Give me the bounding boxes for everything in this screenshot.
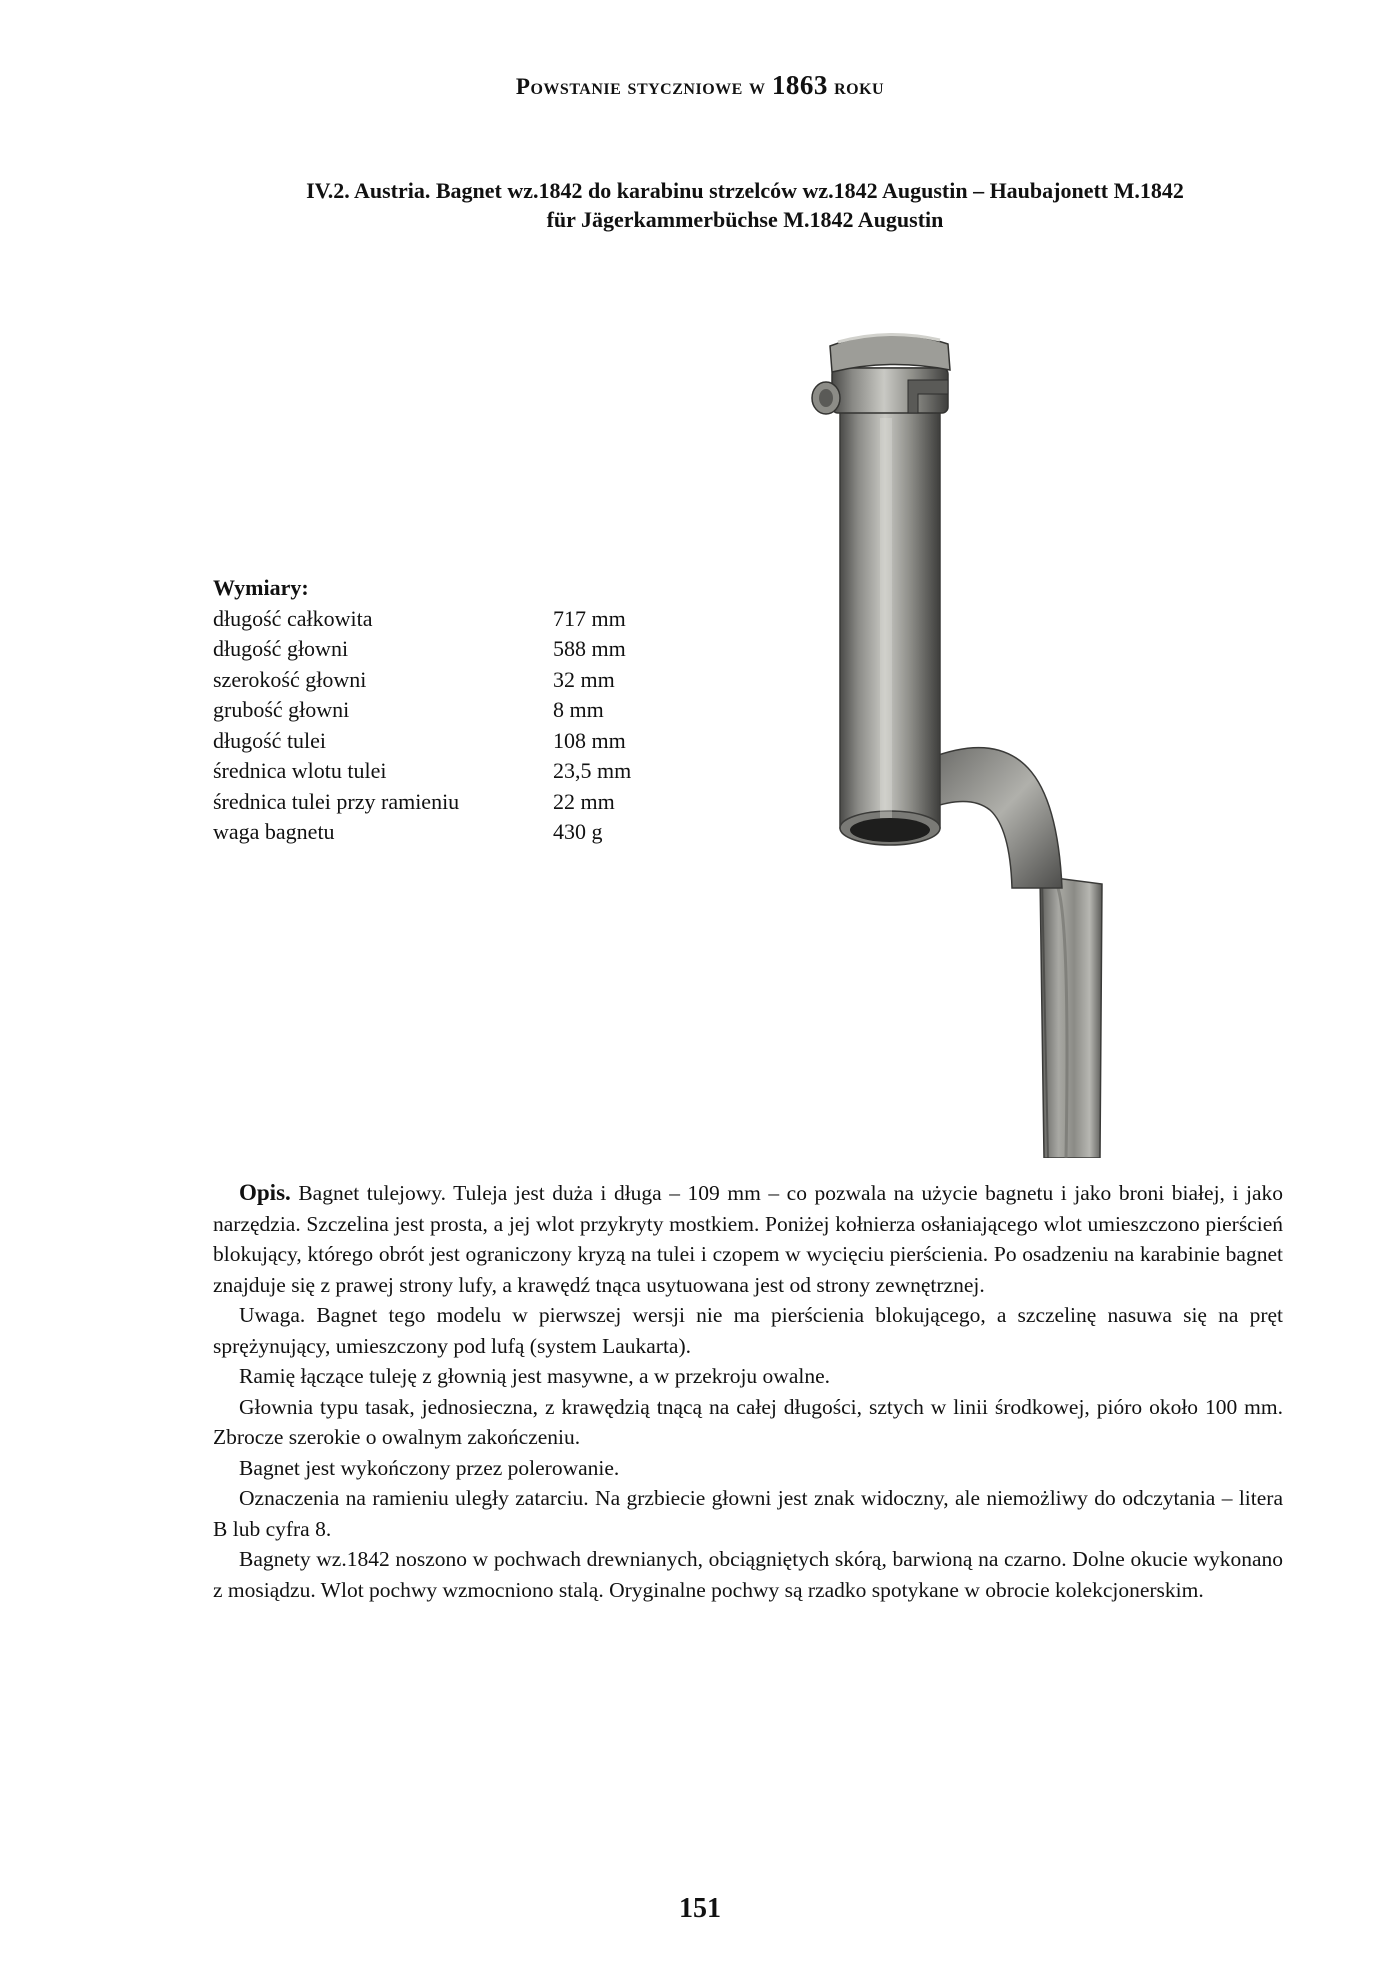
running-header-title: Powstanie styczniowe w	[515, 74, 766, 99]
dimension-label: średnica wlotu tulei	[213, 758, 387, 783]
dimension-label: szerokość głowni	[213, 666, 367, 692]
dimension-value: 23,5 mm	[553, 758, 632, 783]
description-lead: Opis.	[239, 1180, 291, 1205]
dimension-label: średnica tulei przy ramieniu	[213, 788, 460, 814]
dimensions-block	[213, 573, 683, 848]
running-header-end: roku	[834, 74, 885, 99]
dimensions-heading: Wymiary:	[213, 575, 309, 600]
dimension-value: 588 mm	[553, 636, 626, 661]
running-header-year: 1863	[771, 70, 828, 100]
dimension-row	[213, 726, 683, 757]
dimension-value: 8 mm	[553, 697, 604, 722]
section-title-line-2: für Jägerkammerbüchse M.1842 Augustin	[546, 207, 944, 232]
dimension-row	[213, 604, 683, 635]
description-paragraph-text: Bagnet tulejowy. Tuleja jest duża i długa – 109 mm – co pozwala na użycie bagnetu i jako broni białej, i jako narzędzia. Szczelina jest prosta, a jej wlot przykryty mostkiem. Poniżej kołnierza osłaniającego wlot umieszczono pierścień blokujący, którego obrót jest ograniczony kryzą na tulei i czopem w wycięciu pierścienia. Po osadzeniu na karabinie bagnet znajduje się z prawej strony lufy, a krawędź tnąca usytuowana jest od strony zewnętrznej.	[213, 1181, 1284, 1297]
dimension-value: 717 mm	[553, 605, 626, 631]
bayonet-photo	[780, 328, 1120, 1158]
description-text	[213, 1178, 1283, 1605]
description-paragraph: Bagnet jest wykończony przez polerowanie.	[239, 1455, 620, 1480]
section-title-line-1: IV.2. Austria. Bagnet wz.1842 do karabinu strzelców wz.1842 Augustin – Haubajonett M.1842	[306, 178, 1184, 203]
dimension-row	[213, 756, 683, 787]
dimension-label: długość całkowita	[213, 605, 373, 631]
description-paragraph: Bagnety wz.1842 noszono w pochwach drewnianych, obciągniętych skórą, barwioną na czarno. Dolne okucie wykonano z mosiądzu. Wlot pochwy wzmocniono stalą. Oryginalne pochwy są rzadko spotykane w obrocie kolekcjonerskim.	[213, 1547, 1283, 1602]
dimension-row	[213, 787, 683, 818]
section-title	[200, 176, 1290, 234]
page-number: 151	[679, 1893, 721, 1924]
description-paragraph: Głownia typu tasak, jednosieczna, z krawędzią tnącą na całej długości, sztych w linii środkowej, pióro około 100 mm. Zbrocze szerokie o owalnym zakończeniu.	[213, 1394, 1283, 1449]
dimension-label: długość tulei	[213, 727, 327, 753]
description-paragraph: Oznaczenia na ramieniu uległy zatarciu. Na grzbiecie głowni jest znak widoczny, ale niemożliwy do odczytania – litera B lub cyfra 8.	[213, 1486, 1283, 1541]
dimension-value: 430 g	[553, 819, 603, 844]
dimension-row	[213, 695, 683, 726]
dimension-value: 108 mm	[553, 727, 626, 753]
dimension-value: 32 mm	[553, 666, 615, 692]
dimension-value: 22 mm	[553, 788, 615, 814]
dimension-row	[213, 634, 683, 665]
description-paragraph: Ramię łączące tuleję z głownią jest masywne, a w przekroju owalne.	[239, 1364, 831, 1388]
description-paragraph: Uwaga. Bagnet tego modelu w pierwszej wersji nie ma pierścienia blokującego, a szczelinę nasuwa się na pręt sprężynujący, umieszczony pod lufą (system Laukarta).	[213, 1303, 1283, 1358]
dimension-label: grubość głowni	[213, 697, 350, 722]
running-header	[0, 70, 1400, 101]
dimension-row	[213, 817, 683, 848]
description-paragraph	[213, 1178, 1283, 1300]
dimension-label: waga bagnetu	[213, 819, 335, 844]
dimension-row	[213, 665, 683, 696]
dimension-label: długość głowni	[213, 636, 349, 661]
